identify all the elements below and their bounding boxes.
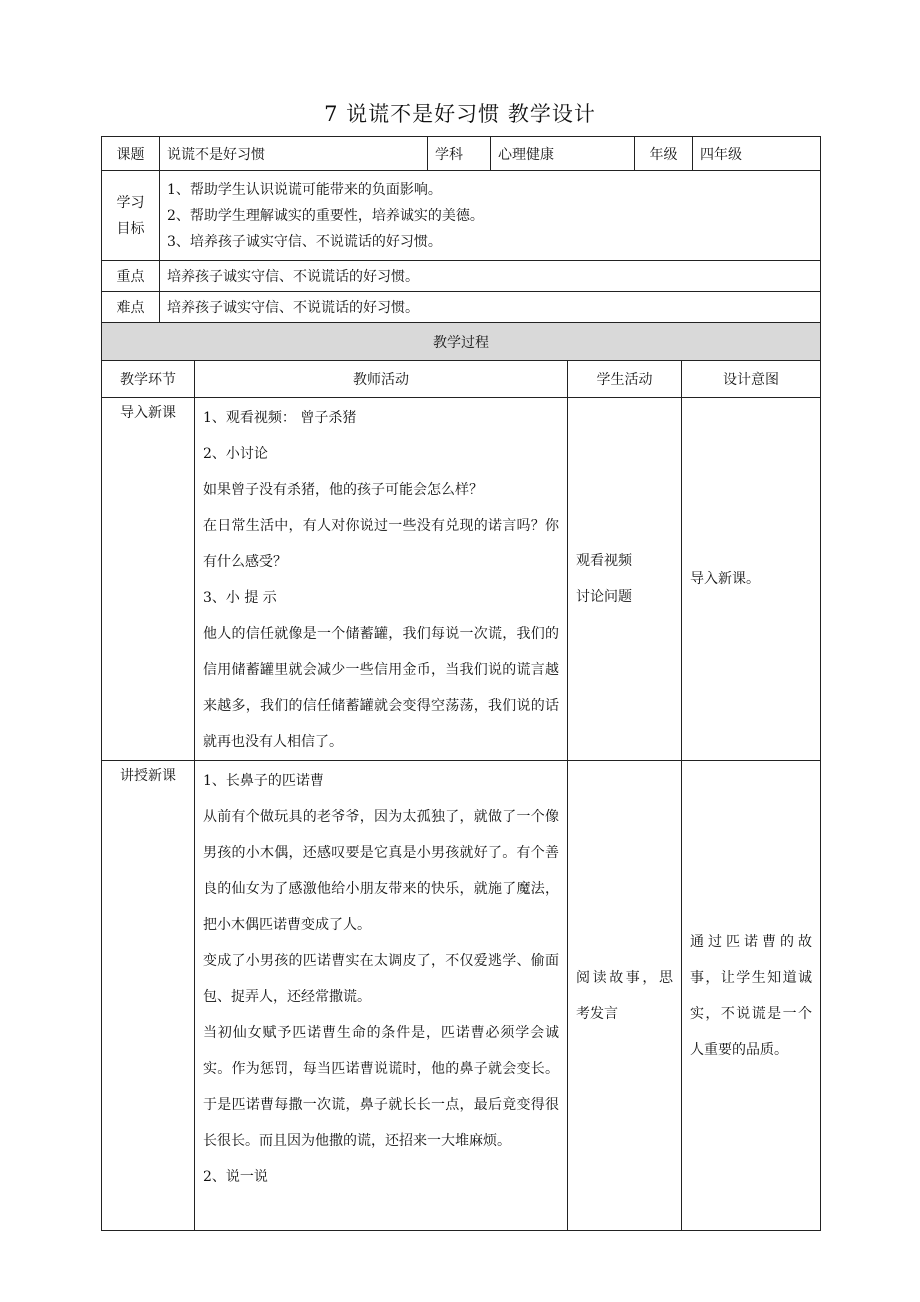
goals-list: [160, 171, 821, 261]
difficulty-label: 难点: [102, 292, 160, 323]
stage-cell: 讲授新课: [102, 761, 195, 1231]
goals-row: [102, 171, 821, 261]
teacher-paragraph: 在日常生活中，有人对你说过一些没有兑现的诺言吗？你有什么感受？: [203, 518, 559, 570]
course-value: 说谎不是好习惯: [160, 137, 428, 171]
teacher-paragraph: 当初仙女赋予匹诺曹生命的条件是，匹诺曹必须学会诚实。作为惩罚，每当匹诺曹说谎时，他的鼻子就会变长。于是匹诺曹每撒一次谎，鼻子就长长一点，最后竟变得很长很长。而且因为他撒的谎，还招来一大堆麻烦。: [203, 1025, 559, 1149]
design-intent-cell: [682, 761, 821, 1231]
process-header-row: [102, 323, 821, 361]
stage-cell: 导入新课: [102, 398, 195, 761]
course-label: 课题: [102, 137, 160, 171]
key-point-value: 培养孩子诚实守信、不说谎话的好习惯。: [160, 261, 821, 292]
teacher-activity-cell: [195, 761, 568, 1231]
teacher-paragraph: 他人的信任就像是一个储蓄罐，我们每说一次谎，我们的信用储蓄罐里就会减少一些信用金币，当我们说的谎言越来越多，我们的信任储蓄罐就会变得空荡荡，我们说的话就再也没有人相信了。: [203, 626, 559, 750]
process-header: 教学过程: [102, 323, 821, 361]
student-activity-line: 观看视频: [576, 553, 632, 569]
goal-item: 1、帮助学生认识说谎可能带来的负面影响。: [167, 181, 442, 198]
column-header: 教学环节: [102, 361, 195, 398]
goals-label: [102, 171, 160, 261]
design-intent-text: 通过匹诺曹的故事，让学生知道诚实，不说谎是一个人重要的品质。: [690, 933, 812, 1058]
teaching-process-table: [101, 322, 821, 1231]
key-point-row: [102, 261, 821, 292]
design-intent-cell: [682, 398, 821, 761]
teacher-paragraph: 变成了小男孩的匹诺曹实在太调皮了，不仅爱逃学、偷面包、捉弄人，还经常撒谎。: [203, 953, 559, 1005]
column-header: 学生活动: [568, 361, 682, 398]
teacher-paragraph: 2、说一说: [203, 1169, 268, 1185]
grade-label: 年级: [635, 137, 693, 171]
course-row: [102, 137, 821, 171]
student-activity-cell: [568, 761, 682, 1231]
goal-item: 2、帮助学生理解诚实的重要性，培养诚实的美德。: [167, 207, 484, 224]
teacher-activity-cell: [195, 398, 568, 761]
difficulty-row: [102, 292, 821, 323]
goal-item: 3、培养孩子诚实守信、不说谎话的好习惯。: [167, 233, 442, 250]
teacher-paragraph: 1、观看视频： 曾子杀猪: [203, 410, 357, 426]
teacher-paragraph: 3、小 提 示: [203, 590, 277, 606]
teacher-paragraph: 如果曾子没有杀猪，他的孩子可能会怎么样？: [203, 482, 483, 498]
subject-value: 心理健康: [491, 137, 635, 171]
teacher-paragraph: 从前有个做玩具的老爷爷，因为太孤独了，就做了一个像男孩的小木偶，还感叹要是它真是小男孩就好了。有个善良的仙女为了感激他给小朋友带来的快乐，就施了魔法，把小木偶匹诺曹变成了人。: [203, 809, 559, 933]
design-intent-text: 导入新课。: [690, 571, 760, 587]
process-row-intro: [102, 398, 821, 761]
goals-label-line: 学习: [116, 194, 145, 211]
process-row-new-lesson: [102, 761, 821, 1231]
teacher-paragraph: 1、长鼻子的匹诺曹: [203, 773, 324, 789]
student-activity-line: 讨论问题: [576, 589, 632, 605]
column-header: 设计意图: [682, 361, 821, 398]
key-point-label: 重点: [102, 261, 160, 292]
document-title: 7 说谎不是好习惯 教学设计: [324, 102, 596, 126]
subject-label: 学科: [428, 137, 491, 171]
student-activity-text: 阅读故事，思考发言: [576, 969, 673, 1022]
lesson-info-table: [101, 136, 821, 323]
student-activity-cell: [568, 398, 682, 761]
goals-label-line: 目标: [116, 220, 145, 237]
grade-value: 四年级: [693, 137, 821, 171]
difficulty-value: 培养孩子诚实守信、不说谎话的好习惯。: [160, 292, 821, 323]
column-header-row: [102, 361, 821, 398]
column-header: 教师活动: [195, 361, 568, 398]
teacher-paragraph: 2、小讨论: [203, 446, 268, 462]
